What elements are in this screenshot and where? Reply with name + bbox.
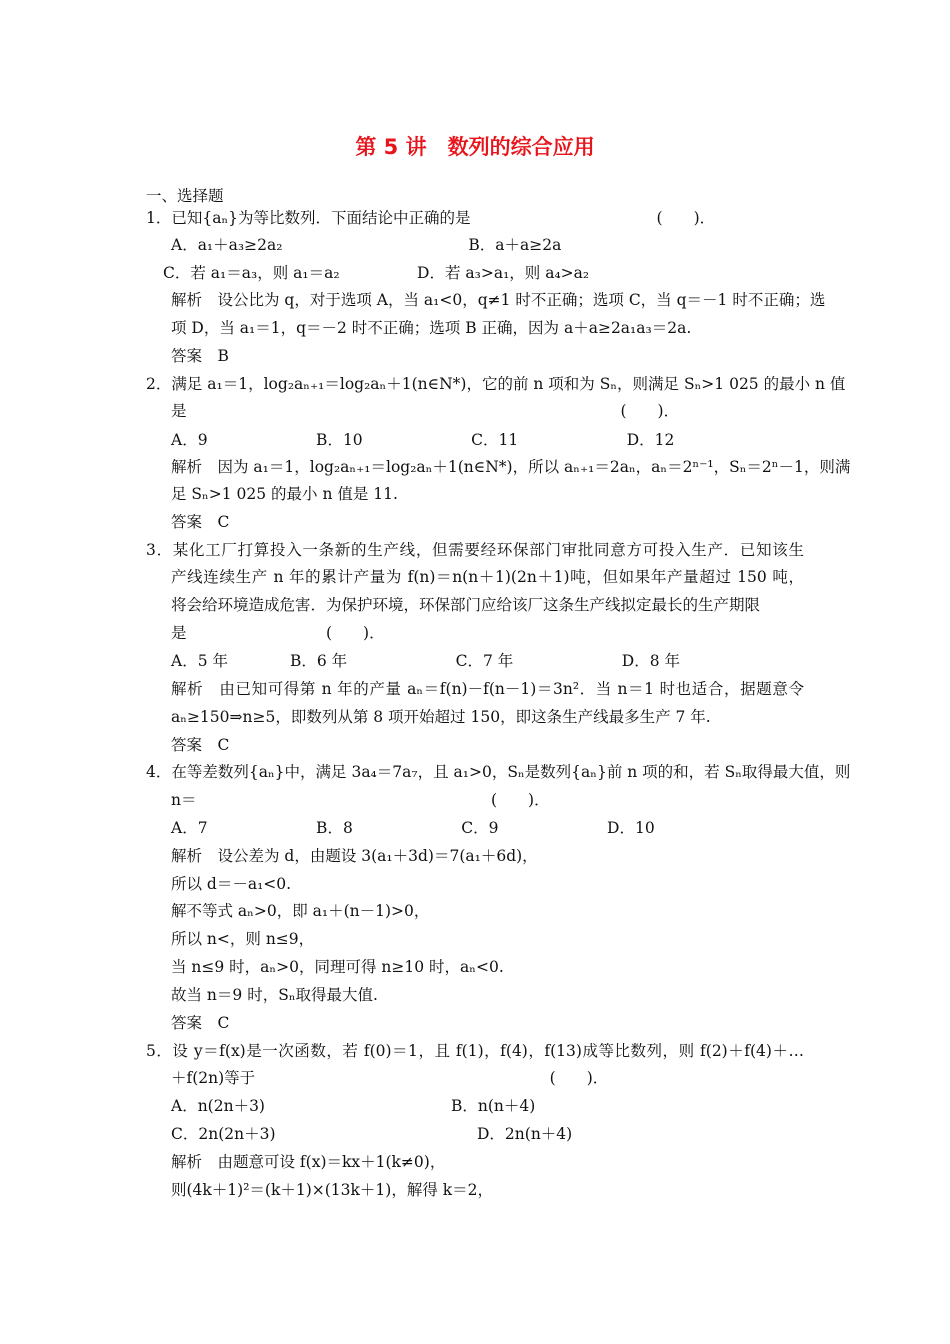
text-line: A．9 B．10 C．11 D．12 (171, 431, 675, 449)
text-line: 是 ( )． (171, 402, 680, 420)
text-line: 答案 C (171, 736, 230, 754)
text-line: 解不等式 aₙ>0，即 a₁＋(n－1)>0， (171, 902, 430, 920)
text-line: 4．在等差数列{aₙ}中，满足 3a₄＝7a₇，且 a₁>0，Sₙ是数列{aₙ}前 n 项的和，若 Sₙ取得最大值，则 (146, 763, 851, 781)
text-line: 则(4k＋1)²＝(k＋1)×(13k＋1)，解得 k＝2， (171, 1181, 494, 1199)
text-line: n＝ ( )． (171, 791, 550, 809)
text-line: 3．某化工厂打算投入一条新的生产线，但需要经环保部门审批同意方可投入生产．已知该生 (146, 541, 804, 559)
text-line: 项 D，当 a₁＝1，q＝－2 时不正确；选项 B 正确，因为 a＋a≥2a₁a₃＝2a. (171, 319, 692, 337)
text-line: 解析 因为 a₁＝1，log₂aₙ₊₁＝log₂aₙ＋1(n∈N*)，所以 aₙ₊₁＝2aₙ，aₙ＝2ⁿ⁻¹，Sₙ＝2ⁿ－1，则满 (171, 458, 851, 476)
text-line: aₙ≥150⇒n≥5，即数列从第 8 项开始超过 150，即这条生产线最多生产 7 年. (171, 708, 711, 726)
text-line: C．若 a₁＝a₃，则 a₁＝a₂ D．若 a₃>a₁，则 a₄>a₂ (163, 264, 590, 282)
text-line: 所以 n<，则 n≤9， (171, 930, 315, 948)
text-line: C．2n(2n＋3) D．2n(n＋4) (171, 1125, 573, 1143)
text-line: ＋f(2n)等于 ( )． (171, 1069, 609, 1087)
text-line: 产线连续生产 n 年的累计产量为 f(n)＝n(n＋1)(2n＋1)吨，但如果年产量超过 150 吨， (171, 568, 804, 586)
text-line: 答案 C (171, 1014, 230, 1032)
text-line: 解析 设公比为 q，对于选项 A，当 a₁<0，q≠1 时不正确；选项 C，当 q＝－1 时不正确；选 (171, 291, 826, 309)
text-line: 解析 由题意可设 f(x)＝kx＋1(k≠0)， (171, 1153, 446, 1171)
text-line: 答案 C (171, 513, 230, 531)
text-line: A．a₁＋a₃≥2a₂ B．a＋a≥2a (171, 236, 562, 254)
text-line: 5．设 y＝f(x)是一次函数，若 f(0)＝1，且 f(1)，f(4)，f(13)成等比数列，则 f(2)＋f(4)＋… (146, 1042, 804, 1060)
text-line: 将会给环境造成危害．为保护环境，环保部门应给该厂这条生产线拟定最长的生产期限 (171, 596, 761, 614)
text-line: A．n(2n＋3) B．n(n＋4) (171, 1097, 536, 1115)
page-title: 第 5 讲 数列的综合应用 (355, 135, 595, 159)
text-line: 答案 B (171, 347, 229, 365)
text-line: 解析 由已知可得第 n 年的产量 aₙ＝f(n)－f(n－1)＝3n²．当 n＝1 时也适合，据题意令 (171, 680, 804, 698)
text-line: 当 n≤9 时，aₙ>0，同理可得 n≥10 时，aₙ<0. (171, 958, 504, 976)
text-line: 解析 设公差为 d，由题设 3(a₁＋3d)＝7(a₁＋6d)， (171, 847, 538, 865)
text-line: 1．已知{aₙ}为等比数列．下面结论中正确的是 ( )． (146, 209, 716, 227)
text-line: 所以 d＝－a₁<0. (171, 875, 292, 893)
text-line: 故当 n＝9 时，Sₙ取得最大值. (171, 986, 378, 1004)
text-line: 足 Sₙ>1 025 的最小 n 值是 11. (171, 485, 398, 503)
text-line: 一、选择题 (146, 187, 224, 205)
text-line: 是 ( )． (171, 624, 385, 642)
text-line: 2．满足 a₁＝1，log₂aₙ₊₁＝log₂aₙ＋1(n∈N*)，它的前 n 项和为 Sₙ，则满足 Sₙ>1 025 的最小 n 值 (146, 375, 846, 393)
text-line: A．5 年 B．6 年 C．7 年 D．8 年 (171, 652, 681, 670)
text-line: A．7 B．8 C．9 D．10 (171, 819, 655, 837)
